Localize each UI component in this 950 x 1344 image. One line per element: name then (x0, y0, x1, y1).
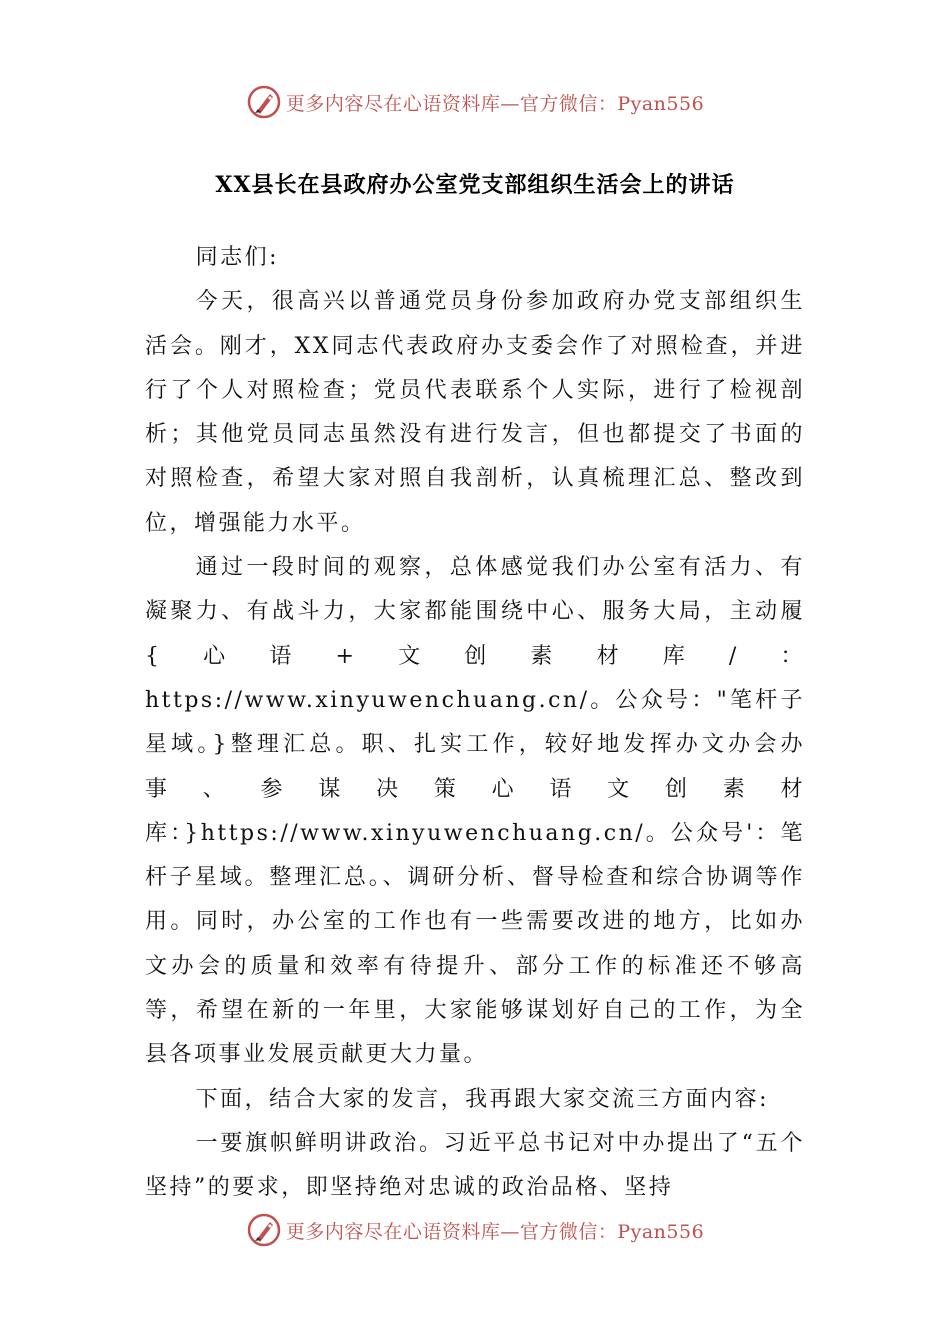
footer-banner-text: 更多内容尽在心语资料库—官方微信：Pyan556 (285, 1220, 705, 1243)
document-body (145, 236, 805, 1211)
paragraph-opening: 今天，很高兴以普通党员身份参加政府办党支部组织生活会。刚才，XX同志代表政府办支委会作了对照检查，并进行了个人对照检查；党员代表联系个人实际，进行了检视剖析；其他党员同志虽然没有进行发言，但也都提交了书面的对照检查，希望大家对照自我剖析，认真梳理汇总、整改到位，增强能力水平。 (145, 289, 805, 536)
header-banner (0, 82, 950, 122)
fountain-pen-logo-icon (246, 1212, 282, 1248)
paragraph-salutation: 同志们: (195, 245, 280, 270)
header-banner-text: 更多内容尽在心语资料库—官方微信：Pyan556 (285, 92, 705, 115)
footer-banner (0, 1210, 950, 1250)
document-title: XX县长在县政府办公室党支部组织生活会上的讲话 (215, 172, 735, 198)
paragraph-observation: 通过一段时间的观察，总体感觉我们办公室有活力、有凝聚力、有战斗力，大家都能围绕中心、服务大局，主动履{心语+文创素材库/：https://www.xinyuwenchuang.cn/。公众号："笔杆子星域。}整理汇总。职、扎实工作，较好地发挥办文办会办事、参谋决策心语文创素材库：}https://www.xinyuwenchuang.cn/。公众号'：笔杆子星域。整理汇总。、调研分析、督导检查和综合协调等作用。同时，办公室的工作也有一些需要改进的地方，比如办文办会的质量和效率有待提升、部分工作的标准还不够高等，希望在新的一年里，大家能够谋划好自己的工作，为全县各项事业发展贡献更大力量。 (145, 555, 805, 1068)
paragraph-point-one: 一要旗帜鲜明讲政治。习近平总书记对中办提出了“五个坚持”的要求，即坚持绝对忠诚的政治品格、坚持 (145, 1130, 805, 1201)
paragraph-transition: 下面，结合大家的发言，我再跟大家交流三方面内容: (195, 1086, 770, 1112)
fountain-pen-logo-icon (246, 84, 282, 120)
